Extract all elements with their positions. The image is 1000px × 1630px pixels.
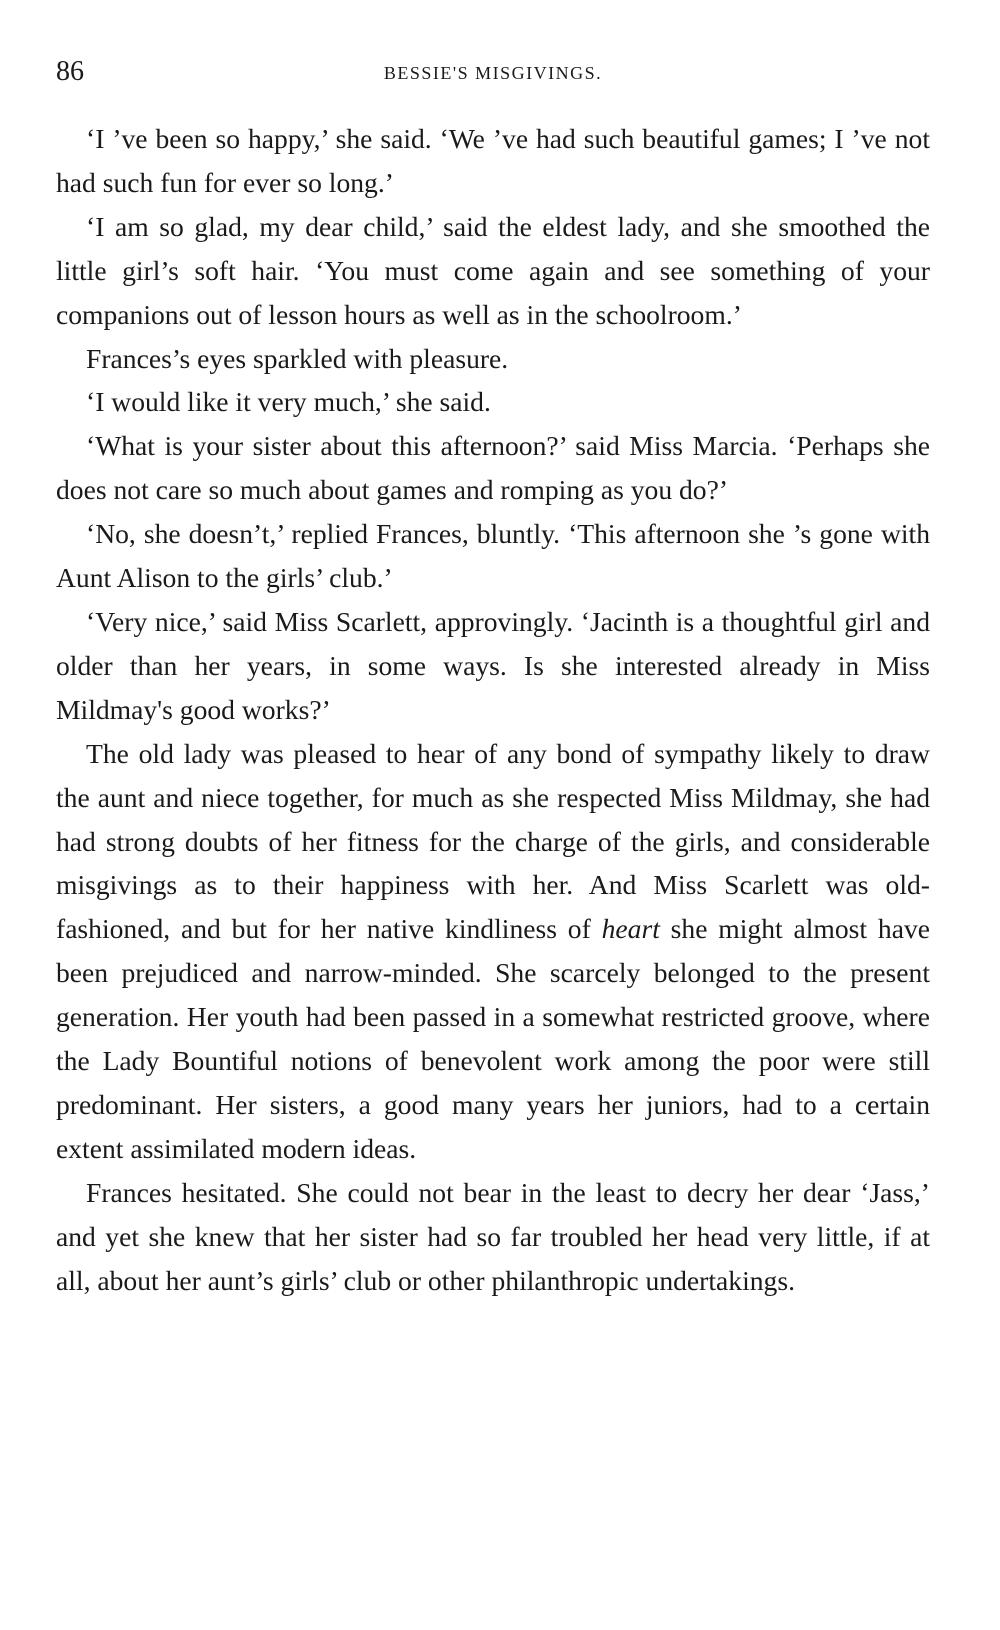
paragraph: ‘Very nice,’ said Miss Scarlett, approvingly. ‘Jacinth is a thoughtful girl and older than her years, in some ways. Is she interested already in Miss Mildmay's good works?’ (56, 605, 930, 725)
paragraph: ‘I would like it very much,’ she said. (86, 386, 491, 418)
paragraph: ‘I ’ve been so happy,’ she said. ‘We ’ve had such beautiful games; I ’ve not had such fun for ever so long.’ (56, 123, 930, 198)
paragraph (56, 732, 930, 1171)
paragraph: Frances’s eyes sparkled with pleasure. (86, 342, 509, 374)
paragraph-text: The old lady was pleased to hear of any bond of sympathy likely to draw the aunt and niece together, for much as she respected Miss Mildmay, she had had strong doubts of her fitness for the charge of the girls, and considerable misgivings as to their happiness with her. And Miss Scarlett was old-fashioned, and but for her native kindliness of (56, 737, 930, 945)
paragraph: ‘No, she doesn’t,’ replied Frances, bluntly. ‘This afternoon she ’s gone with Aunt Alison to the girls’ club.’ (56, 518, 930, 594)
running-head (56, 54, 930, 94)
running-title: BESSIE'S MISGIVINGS. (383, 63, 603, 83)
page-number: 86 (56, 56, 84, 87)
body-text (56, 117, 930, 1302)
paragraph: ‘What is your sister about this afternoon?’ said Miss Marcia. ‘Perhaps she does not care so much about games and romping as you do?’ (56, 430, 930, 506)
paragraph-text: she might almost have been prejudiced and narrow-minded. She scarcely belonged to the present generation. Her youth had been passed in a somewhat restricted groove, where the Lady Bountiful notions of benevolent work among the poor were still predominant. Her sisters, a good many years her juniors, had to a certain extent assimilated modern ideas. (56, 913, 930, 1164)
paragraph: Frances hesitated. She could not bear in the least to decry her dear ‘Jass,’ and yet she knew that her sister had so far troubled her head very little, if at all, about her aunt’s girls’ club or other philanthropic undertakings. (56, 1176, 930, 1296)
emphasized-word: heart (601, 913, 660, 945)
paragraph: ‘I am so glad, my dear child,’ said the eldest lady, and she smoothed the little girl’s soft hair. ‘You must come again and see something of your companions out of lesson hours as well as in the schoolroom.’ (56, 210, 930, 330)
